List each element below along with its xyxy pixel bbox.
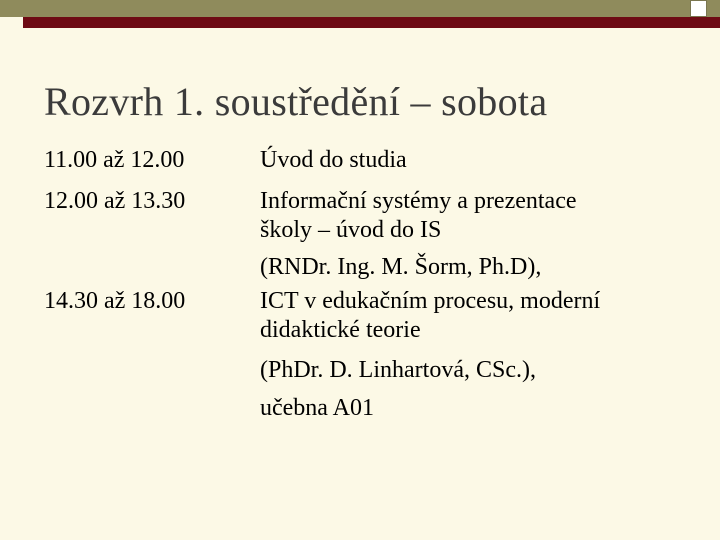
slide-title: Rozvrh 1. soustředění – sobota [44, 79, 548, 124]
description-line-3: školy – úvod do IS [260, 217, 442, 243]
time-slot-3: 14.30 až 18.00 [44, 288, 186, 314]
description-line-1: Úvod do studia [260, 147, 407, 173]
top-bar-olive [0, 0, 720, 17]
description-line-4: (RNDr. Ing. M. Šorm, Ph.D), [260, 254, 542, 280]
time-slot-1: 11.00 až 12.00 [44, 147, 185, 173]
description-line-8: učebna A01 [260, 395, 374, 421]
description-line-2: Informační systémy a prezentace [260, 188, 577, 214]
description-line-5: ICT v edukačním procesu, moderní [260, 288, 601, 314]
top-bar-maroon [23, 17, 720, 28]
corner-square-decoration [690, 0, 707, 17]
description-line-6: didaktické teorie [260, 317, 421, 343]
time-slot-2: 12.00 až 13.30 [44, 188, 186, 214]
description-line-7: (PhDr. D. Linhartová, CSc.), [260, 357, 536, 383]
